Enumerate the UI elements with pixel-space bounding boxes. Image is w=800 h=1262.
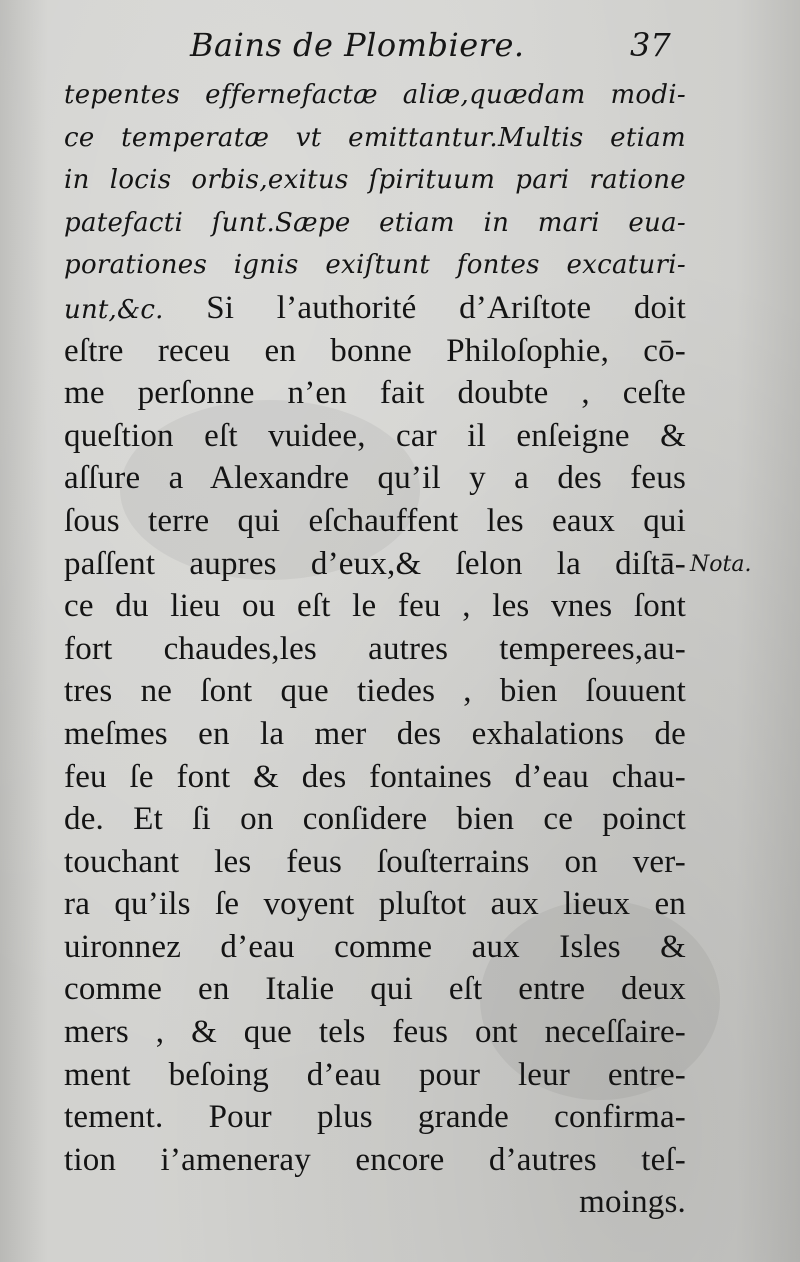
text-line: touchant les feus ſouſterrains on ver- [64,843,686,880]
text-line: mers , & que tels feus ont neceſſaire- [64,1014,686,1051]
text-line: tement. Pour plus grande confirma- [64,1099,686,1136]
body-text [64,74,686,1224]
text-line: ra qu’ils ſe voyent pluſtot aux lieux en [64,886,686,923]
margin-note: Nota. [690,552,752,577]
text-line: eſtre receu en bonne Philoſophie, cō- [64,332,686,369]
text-line: ſous terre qui eſchauffent les eaux qui [64,502,686,539]
page-number: 37 [630,26,671,64]
text-line: paſſent aupres d’eux,& ſelon la diſtā- [64,545,686,582]
text-line: comme en Italie qui eſt entre deux [64,971,686,1008]
text-line: tres ne ſont que tiedes , bien ſouuent [64,673,686,710]
text-line [64,287,686,330]
page-header [0,22,800,72]
text-line: uironnez d’eau comme aux Isles & [64,928,686,965]
text-line: ment beſoing d’eau pour leur entre- [64,1056,686,1093]
text-line: tion i’ameneray encore d’autres teſ- [64,1141,686,1178]
text-line: aſſure a Alexandre qu’il y a des feus [64,460,686,497]
text-line: porationes ignis exiſtunt fontes excaturi- [64,250,686,281]
text-line: feu ſe font & des fontaines d’eau chau- [64,758,686,795]
text-line: tepentes effernefactæ aliæ,quædam modi- [64,80,686,110]
text-line: me perſonne n’en fait doubte , ceſte [64,375,686,412]
text-line: fort chaudes,les autres temperees,au- [64,630,686,667]
text-line: meſmes en la mer des exhalations de [64,715,686,752]
text-line: de. Et ſi on conſidere bien ce poinct [64,801,686,838]
text-line: queſtion eſt vuidee, car il enſeigne & [64,417,686,454]
italic-fragment: unt,&c. [64,294,164,325]
text-line: patefacti ſunt.Sæpe etiam in mari eua- [64,207,686,238]
running-title: Bains de Plombiere. [190,26,525,64]
text-line: ce du lieu ou eſt le feu , les vnes ſont [64,588,686,625]
roman-fragment: Si l’authorité d’Ariſtote doit [163,289,686,326]
text-line: ce temperatæ vt emittantur.Multis etiam [64,122,686,153]
text-line: moings. [579,1184,686,1221]
text-line: in locis orbis,exitus ſpirituum pari ratione [64,165,686,196]
